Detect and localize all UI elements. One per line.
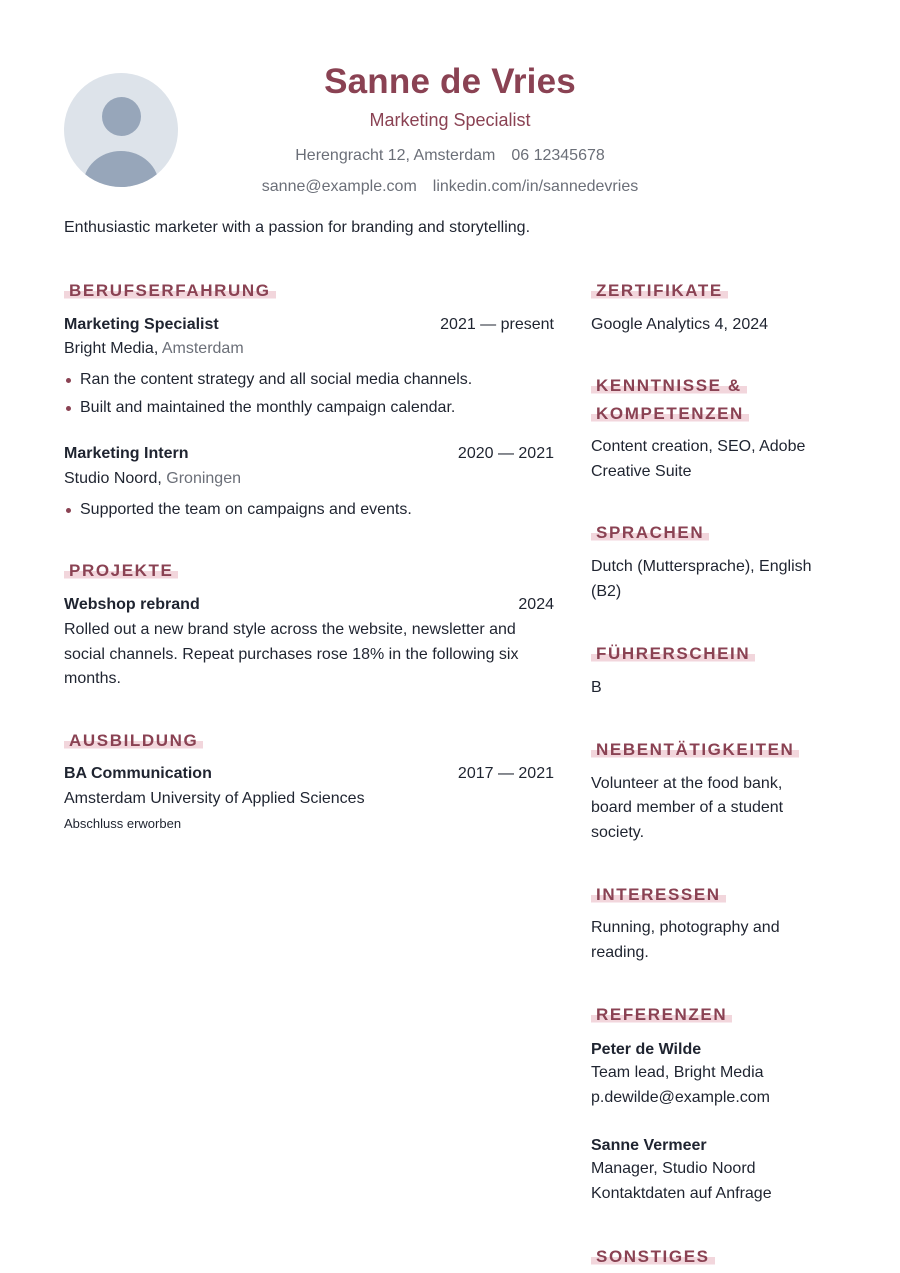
license-text: B xyxy=(591,679,602,696)
section-title-skills-line2: KOMPETENZEN xyxy=(591,400,749,428)
section-title-languages: SPRACHEN xyxy=(591,519,709,547)
address: Herengracht 12, Amsterdam xyxy=(295,147,496,164)
experience-company-line: Studio Noord, Groningen xyxy=(64,470,241,487)
contact-line-1 xyxy=(150,147,750,165)
experience-bullet: Built and maintained the monthly campaign calendar. xyxy=(80,399,456,416)
interests-line: Running, photography and xyxy=(591,919,780,936)
section-title-certificates: ZERTIFIKATE xyxy=(591,277,728,305)
section-title-skills: KENNTNISSE & xyxy=(591,372,747,400)
phone: 06 12345678 xyxy=(511,147,605,164)
side-activities-line: society. xyxy=(591,824,645,841)
education-degree: BA Communication xyxy=(64,765,212,782)
languages-text-line: (B2) xyxy=(591,583,622,600)
education-school: Amsterdam University of Applied Sciences xyxy=(64,790,365,807)
contact-line-2 xyxy=(150,178,750,196)
reference-name: Peter de Wilde xyxy=(591,1041,702,1058)
certificates-text: Google Analytics 4, 2024 xyxy=(591,316,769,333)
experience-role: Marketing Specialist xyxy=(64,316,219,333)
side-activities-line: board member of a student xyxy=(591,799,784,816)
languages-text-line: Dutch (Muttersprache), English xyxy=(591,558,812,575)
education-note: Abschluss erworben xyxy=(64,816,182,831)
skills-text-line: Content creation, SEO, Adobe xyxy=(591,438,806,455)
experience-bullet: Ran the content strategy and all social media channels. xyxy=(80,371,473,388)
experience-dates: 2021 — present xyxy=(440,316,554,333)
candidate-role: Marketing Specialist xyxy=(369,110,531,130)
section-title-misc: SONSTIGES xyxy=(591,1243,715,1271)
avatar-body-shape xyxy=(83,151,159,187)
section-title-education: AUSBILDUNG xyxy=(64,727,203,755)
section-title-side-activities: NEBENTÄTIGKEITEN xyxy=(591,736,799,764)
avatar-head-shape xyxy=(102,97,141,136)
avatar xyxy=(64,73,178,187)
project-description: Rolled out a new brand style across the website, newsletter and social channels. Repeat purchases rose 18% in the following six months. xyxy=(64,621,519,687)
reference-contact: Kontaktdaten auf Anfrage xyxy=(591,1185,772,1202)
experience-location: Amsterdam xyxy=(161,340,244,357)
experience-company: Bright Media xyxy=(64,340,154,357)
experience-dates: 2020 — 2021 xyxy=(457,445,554,462)
skills-text-line: Creative Suite xyxy=(591,463,692,480)
email: sanne@example.com xyxy=(261,178,417,195)
experience-bullet: Supported the team on campaigns and events. xyxy=(80,501,412,518)
reference-position: Team lead, Bright Media xyxy=(591,1064,764,1081)
education-dates: 2017 — 2021 xyxy=(457,765,554,782)
section-title-projects: PROJEKTE xyxy=(64,557,178,585)
experience-company-line: Bright Media, Amsterdam xyxy=(64,340,244,357)
reference-position: Manager, Studio Noord xyxy=(591,1160,756,1177)
experience-company: Studio Noord xyxy=(64,470,158,487)
candidate-name: Sanne de Vries xyxy=(324,62,576,101)
experience-role: Marketing Intern xyxy=(64,445,189,462)
reference-name: Sanne Vermeer xyxy=(591,1137,707,1154)
project-year: 2024 xyxy=(518,596,554,613)
section-title-references: REFERENZEN xyxy=(591,1001,732,1029)
experience-location: Groningen xyxy=(166,470,241,487)
summary: Enthusiastic marketer with a passion for branding and storytelling. xyxy=(64,219,531,236)
section-title-interests: INTERESSEN xyxy=(591,881,726,909)
section-title-license: FÜHRERSCHEIN xyxy=(591,640,755,668)
side-activities-line: Volunteer at the food bank, xyxy=(591,775,783,792)
section-title-experience: BERUFSERFAHRUNG xyxy=(64,277,276,305)
interests-line: reading. xyxy=(591,944,649,961)
reference-contact: p.dewilde@example.com xyxy=(591,1089,770,1106)
linkedin: linkedin.com/in/sannedevries xyxy=(432,178,639,195)
project-name: Webshop rebrand xyxy=(64,596,200,613)
